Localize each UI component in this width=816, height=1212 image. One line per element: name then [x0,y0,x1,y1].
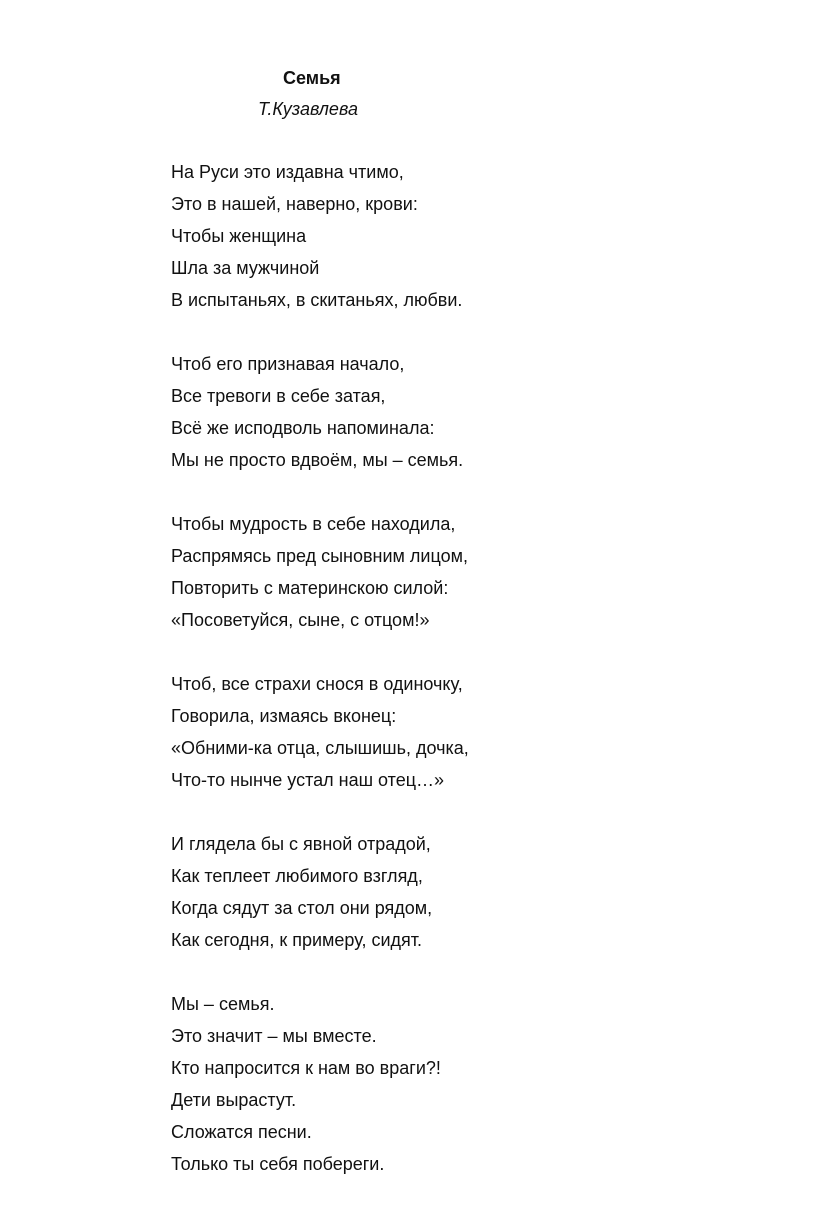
poem-line: Как теплеет любимого взгляд, [171,866,423,886]
poem-line: В испытаньях, в скитаньях, любви. [171,290,463,310]
poem-line: Сложатся песни. [171,1122,312,1142]
poem-line: «Обними-ка отца, слышишь, дочка, [171,738,469,758]
poem-line: Чтоб его признавая начало, [171,354,405,374]
poem-line: Чтобы мудрость в себе находила, [171,514,456,534]
poem-body [171,156,771,1212]
stanza-2 [171,348,771,476]
poem-line: Повторить с материнскою силой: [171,578,449,598]
stanza-5 [171,828,771,956]
poem-line: Шла за мужчиной [171,258,320,278]
stanza-4 [171,668,771,796]
poem-line: Мы – семья. [171,994,275,1014]
stanza-6 [171,988,771,1180]
poem-line: Все тревоги в себе затая, [171,386,386,406]
poem-line: Только ты себя побереги. [171,1154,385,1174]
poem-line: Дети вырастут. [171,1090,297,1110]
poem-line: Чтобы женщина [171,226,307,246]
poem-line: Кто напросится к нам во враги?! [171,1058,441,1078]
poem-line: Это в нашей, наверно, крови: [171,194,418,214]
poem-line: Говорила, измаясь вконец: [171,706,397,726]
stanza-3 [171,508,771,636]
poem-line: Когда сядут за стол они рядом, [171,898,433,918]
poem-line: Всё же исподволь напоминала: [171,418,435,438]
poem-line: Как сегодня, к примеру, сидят. [171,930,422,950]
poem-line: Распрямясь пред сыновним лицом, [171,546,468,566]
stanza-1 [171,156,771,316]
poem-line: Что-то нынче устал наш отец…» [171,770,445,790]
poem-title: Семья [283,68,341,88]
poem-line: Это значит – мы вместе. [171,1026,377,1046]
poem-line: «Посоветуйся, сыне, с отцом!» [171,610,430,630]
poem-line: Мы не просто вдвоём, мы – семья. [171,450,464,470]
poem-line: На Руси это издавна чтимо, [171,162,404,182]
poem-line: Чтоб, все страхи снося в одиночку, [171,674,463,694]
poem-author: Т.Кузавлева [258,99,358,119]
poem-line: И глядела бы с явной отрадой, [171,834,431,854]
